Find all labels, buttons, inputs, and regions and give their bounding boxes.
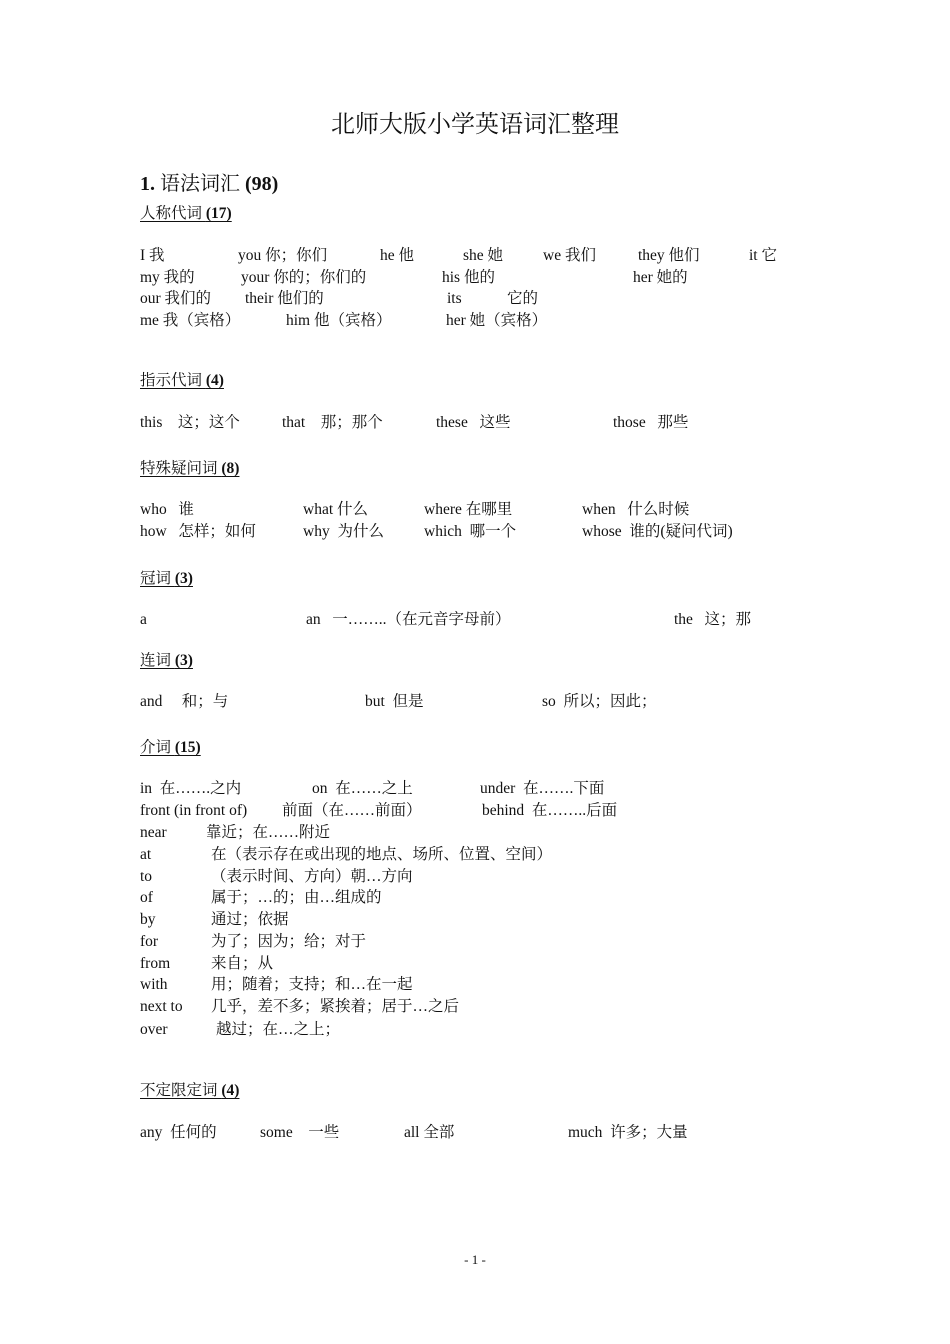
subsection-prepositions: [140, 738, 201, 758]
vocab-entry: any 任何的: [140, 1124, 217, 1141]
subsection-demonstrative-pronouns: [140, 371, 224, 391]
page-title: 北师大版小学英语词汇整理: [331, 112, 619, 138]
vocab-entry: to: [140, 868, 153, 885]
subsection-name: 指示代词: [140, 372, 203, 389]
vocab-entry: 属于；…的；由…组成的: [211, 889, 382, 906]
vocab-entry: they 他们: [638, 247, 700, 264]
vocab-entry: your 你的；你们的: [241, 269, 367, 286]
vocab-entry: but 但是: [365, 693, 424, 710]
vocab-entry: front (in front of): [140, 802, 248, 819]
vocab-entry: with: [140, 976, 168, 993]
vocab-entry: of: [140, 889, 153, 906]
vocab-entry: I 我: [140, 247, 165, 264]
subsection-count: (3): [174, 652, 193, 669]
subsection-name: 连词: [140, 652, 172, 669]
vocab-entry: his 他的: [442, 269, 495, 286]
vocab-entry: all 全部: [404, 1124, 455, 1141]
vocab-entry: some 一些: [260, 1124, 340, 1141]
vocab-entry: this 这；这个: [140, 414, 240, 431]
vocab-entry: my 我的: [140, 269, 195, 286]
vocab-entry: on 在……之上: [312, 780, 413, 797]
subsection-name: 特殊疑问词: [140, 460, 218, 477]
vocab-entry: 几乎，差不多；紧挨着；居于…之后: [211, 998, 460, 1015]
vocab-entry: 通过；依据: [211, 911, 289, 928]
vocab-entry: in 在…….之内: [140, 780, 242, 797]
vocab-entry: her 她（宾格）: [446, 312, 548, 329]
vocab-entry: it 它: [749, 247, 777, 264]
vocab-entry: when 什么时候: [582, 501, 690, 518]
vocab-entry: by: [140, 911, 156, 928]
vocab-entry: over: [140, 1021, 168, 1038]
vocab-entry: so 所以；因此；: [542, 693, 657, 710]
page-number: - 1 -: [464, 1252, 486, 1267]
subsection-name: 不定限定词: [140, 1082, 218, 1099]
vocab-entry: for: [140, 933, 159, 950]
vocab-entry: from: [140, 955, 171, 972]
vocab-entry: her 她的: [633, 269, 688, 286]
section-heading: [140, 171, 278, 197]
vocab-entry: an 一……..（在元音字母前）: [306, 611, 511, 628]
vocab-entry: him 他（宾格）: [286, 312, 392, 329]
subsection-question-words: [140, 459, 239, 479]
subsection-name: 人称代词: [140, 205, 203, 222]
vocab-entry: near: [140, 824, 167, 841]
vocab-entry: where 在哪里: [424, 501, 513, 518]
subsection-count: (8): [221, 460, 240, 477]
vocab-entry: what 什么: [303, 501, 369, 518]
vocab-entry: these 这些: [436, 414, 511, 431]
vocab-entry: our 我们的: [140, 290, 212, 307]
vocab-entry: why 为什么: [303, 523, 384, 540]
vocab-entry: who 谁: [140, 501, 194, 518]
vocab-entry: whose 谁的(疑问代词): [582, 523, 733, 540]
heading-count: (98): [245, 173, 279, 195]
subsection-name: 介词: [140, 739, 172, 756]
vocab-entry: those 那些: [613, 414, 689, 431]
vocab-entry: 为了；因为；给；对于: [211, 933, 367, 950]
vocab-entry: 用；随着；支持；和…在一起: [211, 976, 413, 993]
subsection-count: (4): [221, 1082, 240, 1099]
subsection-count: (17): [205, 205, 232, 222]
vocab-entry: the 这；那: [674, 611, 752, 628]
vocab-entry: 靠近；在……附近: [206, 824, 331, 841]
vocab-entry: under 在…….下面: [480, 780, 605, 797]
vocab-entry: we 我们: [543, 247, 596, 264]
vocab-entry: its: [447, 290, 462, 307]
subsection-personal-pronouns: [140, 204, 232, 224]
subsection-count: (3): [174, 570, 193, 587]
vocab-entry: and 和；与: [140, 693, 229, 710]
subsection-articles: [140, 569, 193, 589]
vocab-entry: you 你；你们: [238, 247, 328, 264]
vocab-entry: their 他们的: [245, 290, 324, 307]
heading-number: 1.: [140, 173, 155, 195]
vocab-entry: at: [140, 846, 152, 863]
vocab-entry: （表示时间、方向）朝…方向: [211, 868, 413, 885]
vocab-entry: 它的: [507, 290, 539, 307]
subsection-name: 冠词: [140, 570, 172, 587]
subsection-count: (15): [174, 739, 201, 756]
subsection-conjunctions: [140, 651, 193, 671]
vocab-entry: 越过；在…之上；: [216, 1021, 341, 1038]
vocab-entry: that 那；那个: [282, 414, 383, 431]
vocab-entry: which 哪一个: [424, 523, 517, 540]
vocab-entry: he 他: [380, 247, 415, 264]
vocab-entry: much 许多；大量: [568, 1124, 688, 1141]
subsection-indefinite-determiners: [140, 1081, 239, 1101]
vocab-entry: a: [140, 611, 147, 628]
vocab-entry: behind 在……..后面: [482, 802, 618, 819]
vocab-entry: 前面（在……前面）: [282, 802, 422, 819]
subsection-count: (4): [205, 372, 224, 389]
vocab-entry: she 她: [463, 247, 504, 264]
heading-text: 语法词汇: [160, 173, 240, 195]
vocab-entry: 在（表示存在或出现的地点、场所、位置、空间）: [211, 846, 553, 863]
vocab-entry: me 我（宾格）: [140, 312, 241, 329]
vocab-entry: how 怎样；如何: [140, 523, 256, 540]
vocab-entry: 来自；从: [211, 955, 274, 972]
vocab-entry: next to: [140, 998, 183, 1015]
